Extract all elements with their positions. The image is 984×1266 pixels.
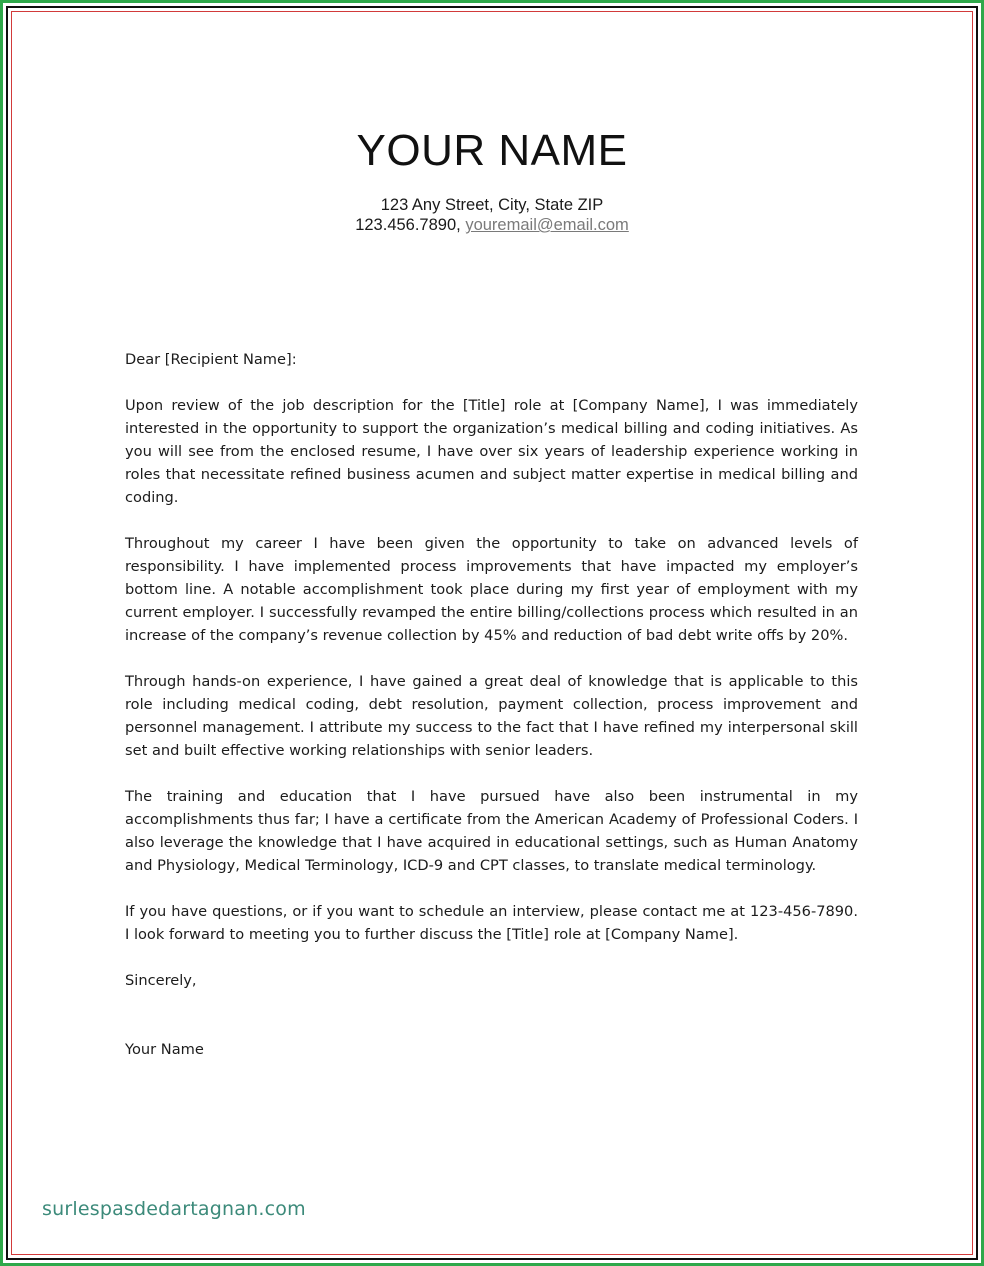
letterhead-contact — [0, 195, 984, 235]
watermark-site: surlespasdedartagnan.com — [42, 1198, 306, 1220]
letter-paragraph-1: Upon review of the job description for the [Title] role at [Company Name], I was immediately interested in the opportunity to support the organization’s medical billing and coding initiatives. As you will see from the enclosed resume, I have over six years of leadership experience working in roles that necessitate refined business acumen and subject matter expertise in medical billing and coding. — [125, 397, 858, 506]
letter-paragraph-5: If you have questions, or if you want to schedule an interview, please contact me at 123-456-7890. I look forward to meeting you to further discuss the [Title] role at [Company Name]. — [125, 903, 858, 943]
letter-closing: Sincerely, — [125, 972, 197, 989]
letterhead-address: 123 Any Street, City, State ZIP — [380, 196, 604, 214]
letter-paragraph-4: The training and education that I have pursued have also been instrumental in my accomplishments thus far; I have a certificate from the American Academy of Professional Coders. I also leverage the knowledge that I have acquired in educational settings, such as Human Anatomy and Physiology, Medical Terminology, ICD-9 and CPT classes, to translate medical terminology. — [125, 788, 858, 874]
letter-signature: Your Name — [125, 1041, 204, 1058]
letterhead-name: YOUR NAME — [356, 126, 628, 175]
letter-body — [125, 348, 858, 1084]
letter-paragraph-2: Throughout my career I have been given the opportunity to take on advanced levels of responsibility. I have implemented process improvements that have impacted my employer’s bottom line. A notable accomplishment took place during my first year of employment with my current employer. I successfully revamped the entire billing/collections process which resulted in an increase of the company’s revenue collection by 45% and reduction of bad debt write offs by 20%. — [125, 535, 858, 644]
letterhead-phone-email-line — [0, 215, 984, 235]
letter-greeting: Dear [Recipient Name]: — [125, 351, 297, 368]
letterhead-phone: 123.456.7890, — [355, 216, 461, 234]
letter-paragraph-3: Through hands-on experience, I have gained a great deal of knowledge that is applicable to this role including medical coding, debt resolution, payment collection, process improvement and personnel management. I attribute my success to the fact that I have refined my interpersonal skill set and built effective working relationships with senior leaders. — [125, 673, 858, 759]
letterhead-email-link[interactable]: youremail@email.com — [465, 216, 629, 234]
